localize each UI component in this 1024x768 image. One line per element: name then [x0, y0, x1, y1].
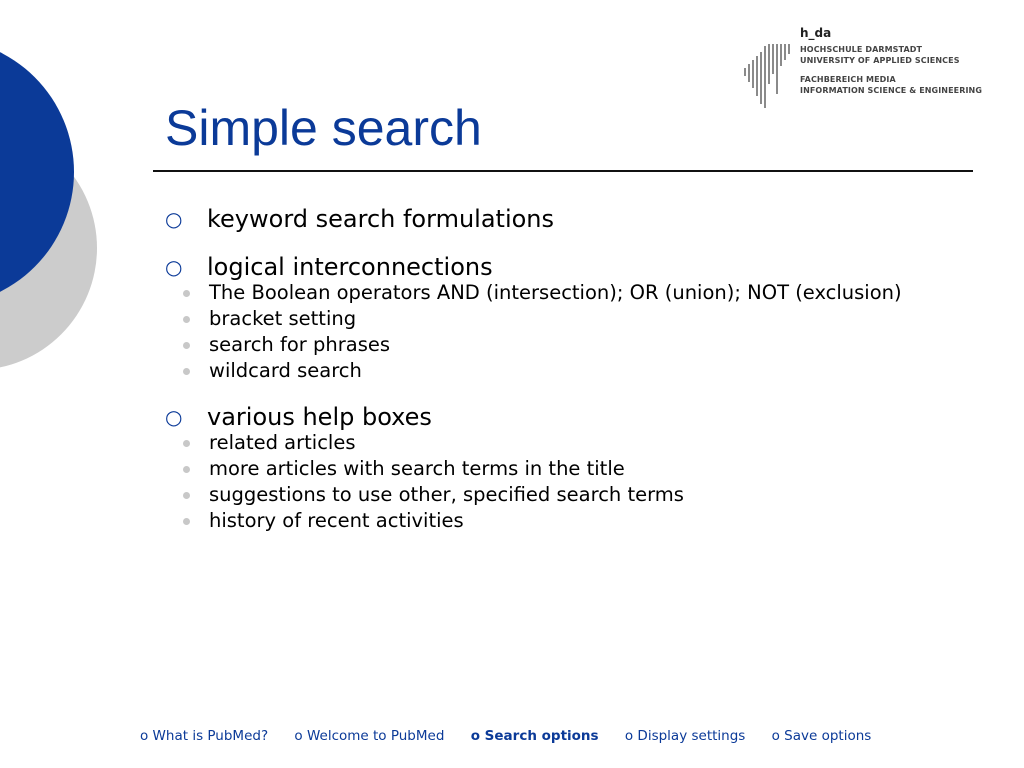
sub-bullet-item: [165, 335, 945, 355]
bullet-text: keyword search formulations: [207, 205, 555, 233]
dot-bullet-icon: [183, 440, 190, 447]
dot-bullet-icon: [183, 290, 190, 297]
sub-bullet-text: wildcard search: [209, 359, 362, 382]
sub-bullet-item: [165, 361, 945, 381]
sub-bullet-text: history of recent activities: [209, 509, 464, 532]
footer-nav: [140, 728, 893, 744]
sub-bullet-text: more articles with search terms in the title: [209, 457, 625, 480]
circle-bullet-icon: ○: [165, 255, 183, 279]
logo-line: UNIVERSITY OF APPLIED SCIENCES: [800, 56, 960, 65]
dot-bullet-icon: [183, 316, 190, 323]
bullet-text: logical interconnections: [207, 253, 493, 281]
dot-bullet-icon: [183, 466, 190, 473]
bullet-item: [165, 203, 945, 235]
bullet-list: [165, 203, 945, 537]
sub-bullet-text: search for phrases: [209, 333, 391, 356]
sub-bullet-text: The Boolean operators AND (intersection); OR (union); NOT (exclusion): [209, 281, 902, 304]
circle-bullet-icon: ○: [165, 405, 183, 429]
sub-bullet-text: suggestions to use other, specified search terms: [209, 483, 684, 506]
slide-title: Simple search: [165, 100, 482, 156]
sub-bullet-item: [165, 433, 945, 453]
sub-bullet-item: [165, 485, 945, 505]
bullet-text: various help boxes: [207, 403, 432, 431]
bullet-item: [165, 401, 945, 433]
hda-logo-icon: [742, 38, 798, 112]
nav-link-what-is-pubmed[interactable]: o What is PubMed?: [140, 728, 269, 744]
dot-bullet-icon: [183, 368, 190, 375]
logo-line: HOCHSCHULE DARMSTADT: [800, 45, 923, 54]
nav-link-welcome-to-pubmed[interactable]: o Welcome to PubMed: [294, 728, 445, 744]
hda-logo: [800, 26, 982, 96]
sub-bullet-text: related articles: [209, 431, 356, 454]
nav-link-search-options[interactable]: o Search options: [470, 728, 599, 744]
sub-bullet-item: [165, 459, 945, 479]
logo-name: h_da: [800, 26, 832, 40]
sub-bullet-item: [165, 511, 945, 531]
circle-bullet-icon: ○: [165, 207, 183, 231]
sub-bullet-item: [165, 283, 945, 303]
bullet-item: [165, 251, 945, 283]
logo-line: INFORMATION SCIENCE & ENGINEERING: [800, 86, 983, 95]
sub-bullet-text: bracket setting: [209, 307, 357, 330]
dot-bullet-icon: [183, 492, 190, 499]
nav-link-save-options[interactable]: o Save options: [771, 728, 872, 744]
logo-line: FACHBEREICH MEDIA: [800, 75, 896, 84]
sub-bullet-item: [165, 309, 945, 329]
title-divider: [153, 170, 973, 172]
dot-bullet-icon: [183, 518, 190, 525]
nav-link-display-settings[interactable]: o Display settings: [624, 728, 746, 744]
decorative-circles: [0, 0, 110, 420]
sub-bullet-list: [165, 283, 945, 381]
sub-bullet-list: [165, 433, 945, 531]
dot-bullet-icon: [183, 342, 190, 349]
